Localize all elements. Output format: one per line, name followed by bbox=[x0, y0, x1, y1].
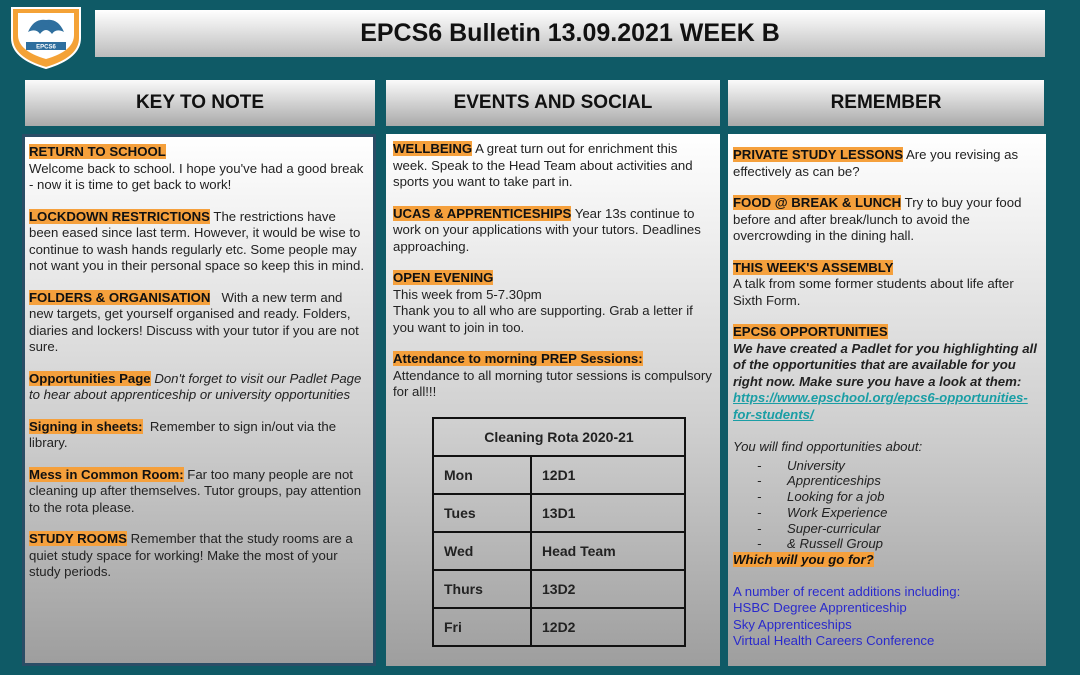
table-row bbox=[433, 418, 685, 456]
item-signing-in bbox=[29, 419, 365, 452]
item-text: Attendance to all morning tutor sessions is compulsory for all!!! bbox=[393, 367, 712, 399]
list-item-text: Looking for a job bbox=[787, 489, 885, 505]
item-lockdown bbox=[29, 209, 365, 275]
item-heading: Opportunities Page bbox=[29, 370, 151, 386]
rota-group: 13D2 bbox=[531, 570, 685, 608]
item-text: The restrictions have been eased since last term. However, it would be wise to continue to wash hands regularly etc. Some people may not want you in their personal space so keep this in mind. bbox=[29, 208, 365, 273]
rota-day: Mon bbox=[433, 456, 531, 494]
rota-group: 12D1 bbox=[531, 456, 685, 494]
table-row bbox=[433, 608, 685, 646]
item-text: With a new term and new targets, get yourself organised and ready. Folders, diaries and lockers! Discuss with your tutor if you are not sure. bbox=[29, 289, 359, 354]
item-heading: PRIVATE STUDY LESSONS bbox=[733, 147, 903, 162]
item-assembly bbox=[733, 260, 1038, 310]
item-heading: Mess in Common Room: bbox=[29, 466, 184, 482]
addition-item: Sky Apprenticeships bbox=[733, 616, 852, 632]
list-item: - Apprenticeships bbox=[757, 473, 881, 489]
addition-item: HSBC Degree Apprenticeship bbox=[733, 600, 907, 616]
item-text: A great turn out for enrichment this week. Speak to the Head Team about activities and sports you want to take part in. bbox=[393, 141, 693, 189]
item-open-evening bbox=[393, 270, 712, 336]
logo-text: EPCS6 bbox=[36, 44, 56, 51]
item-text: Try to buy your food before and after break/lunch to avoid the overcrowding in the dining hall. bbox=[733, 195, 1022, 243]
item-heading: FOLDERS & ORGANISATION bbox=[29, 289, 211, 305]
item-heading: UCAS & APPRENTICESHIPS bbox=[393, 205, 572, 221]
column-header-remember: REMEMBER bbox=[728, 80, 1044, 126]
list-item: - Work Experience bbox=[757, 504, 888, 520]
rota-day: Thurs bbox=[433, 570, 531, 608]
item-text: Remember that the study rooms are a quiet study space for working! Make the most of your study periods. bbox=[29, 531, 353, 579]
addition-item: Virtual Health Careers Conference bbox=[733, 633, 935, 649]
school-logo bbox=[8, 4, 84, 70]
additions-intro: A number of recent additions including: bbox=[733, 583, 961, 599]
item-heading: OPEN EVENING bbox=[393, 270, 494, 285]
item-text: Don't forget to visit our Padlet Page to hear about apprenticeship or university opportunities bbox=[29, 370, 362, 402]
column-header-key: KEY TO NOTE bbox=[25, 80, 375, 126]
opportunities-intro: We have created a Padlet for you highlighting all of the opportunities that are available for you right now. Make sure you have a look at them: bbox=[733, 340, 1037, 389]
table-row bbox=[433, 532, 685, 570]
item-text: Are you revising as effectively as can be? bbox=[733, 147, 1019, 179]
rota-day: Wed bbox=[433, 532, 531, 570]
padlet-link[interactable]: https://www.epschool.org/epcs6-opportunities-for-students/ bbox=[733, 390, 1028, 422]
item-text: Remember to sign in/out via the library. bbox=[29, 418, 337, 450]
item-return-to-school bbox=[29, 144, 365, 194]
recent-additions bbox=[733, 584, 1038, 650]
item-heading: STUDY ROOMS bbox=[29, 531, 127, 546]
table-row bbox=[433, 494, 685, 532]
list-item-text: & Russell Group bbox=[787, 536, 884, 552]
item-text: Far too many people are not cleaning up after themselves. Tutor groups, pay attention to the rota please. bbox=[29, 466, 362, 515]
rota-group: 12D2 bbox=[531, 608, 685, 646]
item-heading: FOOD @ BREAK & LUNCH bbox=[733, 195, 902, 210]
opportunities-list bbox=[733, 458, 1038, 553]
item-text: A talk from some former students about life after Sixth Form. bbox=[733, 276, 1014, 308]
panel-events-social bbox=[386, 134, 720, 666]
list-item-text: Apprenticeships bbox=[787, 473, 881, 489]
list-item: - Super-curricular bbox=[757, 520, 881, 536]
item-study-rooms bbox=[29, 531, 365, 581]
item-heading: THIS WEEK'S ASSEMBLY bbox=[733, 259, 894, 275]
item-common-room bbox=[29, 467, 365, 517]
item-folders bbox=[29, 290, 365, 356]
rota-day: Tues bbox=[433, 494, 531, 532]
find-label: You will find opportunities about: bbox=[733, 439, 923, 454]
item-heading: RETURN TO SCHOOL bbox=[29, 144, 166, 159]
item-text-line2: Thank you to all who are supporting. Grab a letter if you want to join in too. bbox=[393, 303, 693, 335]
table-row bbox=[433, 570, 685, 608]
list-item: - Looking for a job bbox=[757, 489, 885, 505]
list-item: - & Russell Group bbox=[757, 536, 884, 552]
item-ucas bbox=[393, 206, 712, 256]
panel-remember bbox=[728, 134, 1046, 666]
item-attendance bbox=[393, 351, 712, 401]
rota-title: Cleaning Rota 2020-21 bbox=[433, 418, 685, 456]
panel-key-to-note bbox=[22, 134, 376, 666]
item-food bbox=[733, 195, 1038, 245]
table-row bbox=[433, 456, 685, 494]
rota-day: Fri bbox=[433, 608, 531, 646]
rota-group: 13D1 bbox=[531, 494, 685, 532]
item-heading: EPCS6 OPPORTUNITIES bbox=[733, 324, 888, 339]
item-private-study bbox=[733, 147, 1038, 180]
item-epcs6-opportunities bbox=[733, 324, 1038, 569]
item-wellbeing bbox=[393, 141, 712, 191]
item-heading: WELLBEING bbox=[393, 141, 473, 156]
item-opportunities-page bbox=[29, 371, 365, 404]
list-item-text: University bbox=[787, 457, 845, 473]
item-heading: LOCKDOWN RESTRICTIONS bbox=[29, 208, 210, 224]
bulletin-title: EPCS6 Bulletin 13.09.2021 WEEK B bbox=[95, 10, 1045, 57]
list-item-text: Super-curricular bbox=[787, 520, 881, 536]
cleaning-rota-table bbox=[432, 417, 686, 647]
column-header-events: EVENTS AND SOCIAL bbox=[386, 80, 720, 126]
item-text: Year 13s continue to work on your applications with your tutors. Deadlines approaching. bbox=[393, 205, 701, 254]
opportunities-question: Which will you go for? bbox=[733, 552, 874, 568]
list-item: - University bbox=[757, 457, 845, 473]
item-heading: Attendance to morning PREP Sessions: bbox=[393, 351, 643, 366]
item-text: Welcome back to school. I hope you've had a good break - now it is time to get back to work! bbox=[29, 160, 364, 192]
rota-group: Head Team bbox=[531, 532, 685, 570]
item-heading: Signing in sheets: bbox=[29, 418, 143, 434]
list-item-text: Work Experience bbox=[787, 504, 888, 520]
item-text-line1: This week from 5-7.30pm bbox=[393, 286, 542, 302]
